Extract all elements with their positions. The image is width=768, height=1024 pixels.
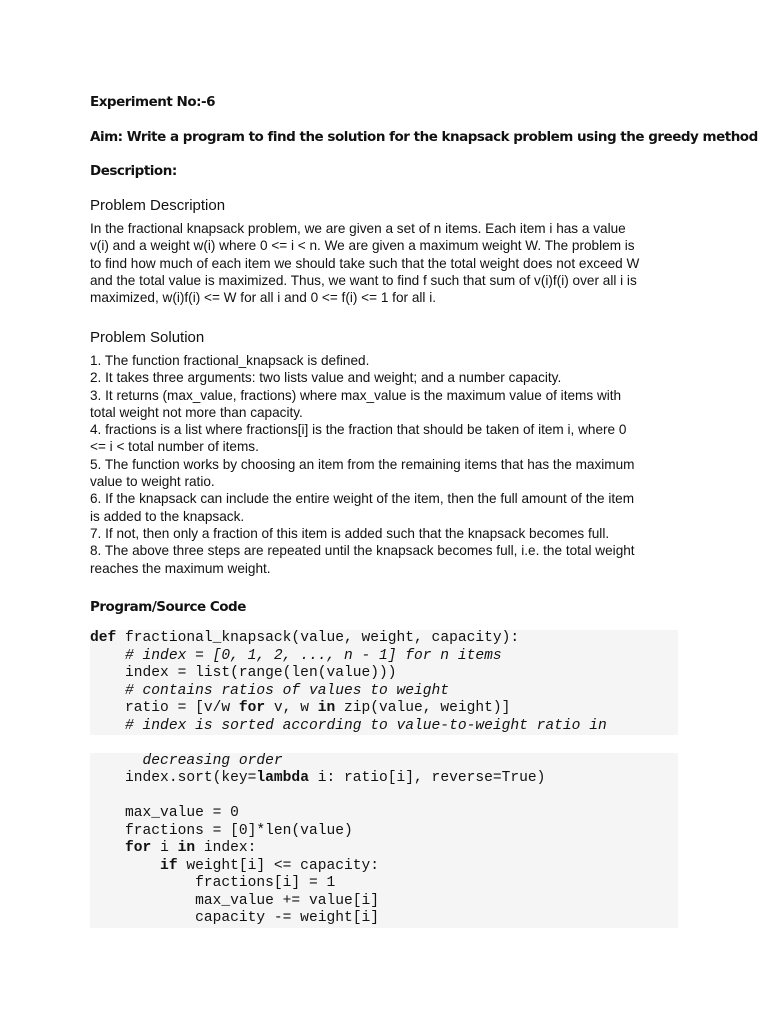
- code-line: fractions[i] = 1: [90, 875, 678, 893]
- code-block: [90, 630, 678, 928]
- solution-line: 4. fractions is a list where fractions[i] is the fraction that should be taken of item i, where 0: [90, 422, 627, 438]
- solution-line: value to weight ratio.: [90, 474, 215, 490]
- code-keyword: in: [177, 840, 196, 856]
- code-line: fractions = [0]*len(value): [90, 823, 678, 841]
- code-blank-line: [90, 735, 678, 753]
- solution-line: reaches the maximum weight.: [90, 560, 271, 576]
- code-line: [90, 630, 678, 648]
- code-text: index:: [195, 840, 257, 856]
- code-blank-line: [90, 788, 678, 806]
- code-comment: decreasing order: [90, 753, 678, 771]
- code-line: [90, 770, 678, 788]
- description-line: to find how much of each item we should take such that the total weight does not exceed W: [90, 255, 640, 271]
- description-line: In the fractional knapsack problem, we are given a set of n items. Each item i has a value: [90, 221, 626, 236]
- experiment-number: Experiment No:-6: [90, 94, 215, 110]
- code-keyword: if: [90, 857, 178, 874]
- code-comment: # index is sorted according to value-to-weight ratio in: [90, 718, 678, 736]
- code-text: i: [151, 840, 178, 856]
- solution-line: total weight not more than capacity.: [90, 404, 303, 420]
- code-line: index = list(range(len(value))): [90, 665, 678, 683]
- solution-line: 2. It takes three arguments: two lists value and weight; and a number capacity.: [90, 370, 562, 386]
- code-keyword: def: [90, 630, 117, 646]
- code-text: weight[i] <= capacity:: [177, 857, 380, 874]
- code-text: index.sort(key=: [90, 770, 257, 786]
- solution-line: 1. The function fractional_knapsack is defined.: [90, 353, 370, 368]
- source-code-label: Program/Source Code: [90, 599, 246, 615]
- solution-line: <= i < total number of items.: [90, 439, 259, 455]
- problem-description-title: Problem Description: [90, 197, 226, 214]
- code-line: [90, 700, 678, 718]
- code-comment: # index = [0, 1, 2, ..., n - 1] for n items: [90, 648, 678, 666]
- code-text: v, w: [265, 700, 318, 716]
- code-text: i: ratio[i], reverse=True): [308, 770, 546, 786]
- code-keyword: for: [90, 840, 152, 856]
- description-label: Description:: [90, 163, 177, 179]
- code-line: [90, 840, 678, 858]
- code-keyword: lambda: [256, 770, 309, 786]
- description-line: maximized, w(i)f(i) <= W for all i and 0 <= f(i) <= 1 for all i.: [90, 290, 436, 306]
- problem-description-text: [90, 220, 639, 306]
- description-line: v(i) and a weight w(i) where 0 <= i < n. We are given a maximum weight W. The problem is: [90, 238, 635, 254]
- code-comment: # contains ratios of values to weight: [90, 683, 678, 701]
- solution-line: is added to the knapsack.: [90, 508, 245, 524]
- code-text: ratio = [v/w: [90, 700, 239, 716]
- code-text: fractional_knapsack(value, weight, capacity):: [116, 630, 520, 646]
- aim-heading: Aim: Write a program to find the solution for the knapsack problem using the greedy method: [90, 129, 758, 145]
- code-text: zip(value, weight)]: [335, 700, 511, 716]
- code-keyword: for: [238, 700, 266, 716]
- solution-line: 3. It returns (max_value, fractions) where max_value is the maximum value of items with: [90, 387, 622, 403]
- code-keyword: in: [317, 700, 336, 716]
- solution-line: 8. The above three steps are repeated until the knapsack becomes full, i.e. the total weight: [90, 543, 635, 559]
- solution-line: 7. If not, then only a fraction of this item is added such that the knapsack becomes full.: [90, 525, 610, 541]
- code-line: max_value = 0: [90, 805, 678, 823]
- code-line: capacity -= weight[i]: [90, 910, 678, 928]
- problem-solution-list: [90, 352, 635, 577]
- solution-line: 6. If the knapsack can include the entire weight of the item, then the full amount of the item: [90, 491, 635, 507]
- description-line: and the total value is maximized. Thus, we want to find f such that sum of v(i)f(i) over all i is: [90, 272, 637, 288]
- problem-solution-title: Problem Solution: [90, 329, 205, 346]
- code-line: max_value += value[i]: [90, 893, 678, 911]
- code-line: [90, 858, 678, 876]
- solution-line: 5. The function works by choosing an item from the remaining items that has the maximum: [90, 456, 635, 472]
